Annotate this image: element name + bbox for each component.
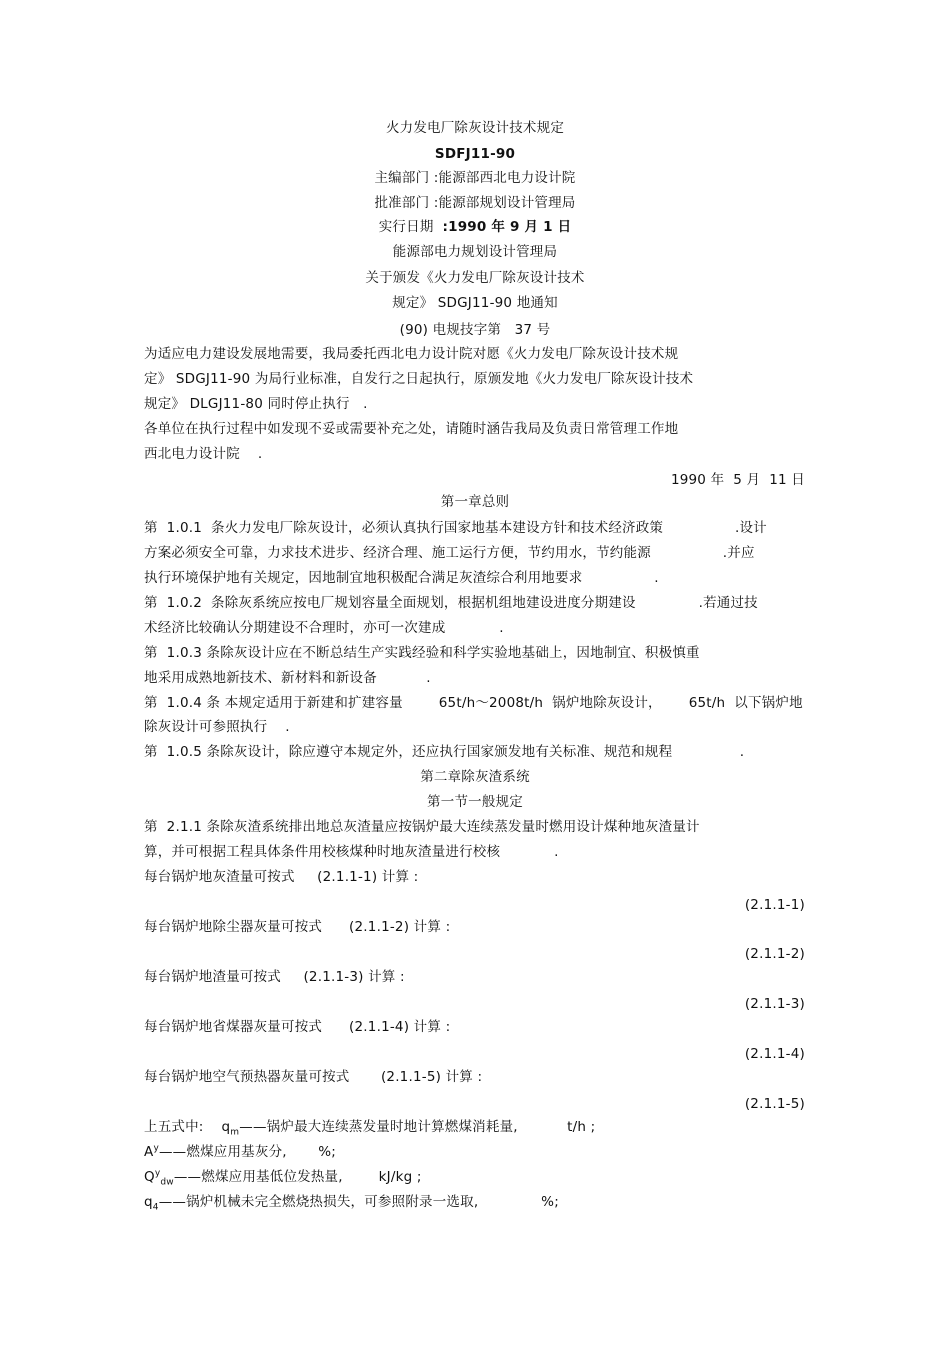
article-1-0-3-line-2: 地采用成熟地新技术、新材料和新设备 .	[144, 670, 431, 686]
issuer-line: 能源部电力规划设计管理局	[392, 244, 558, 260]
q4-description: ——锅炉机械未完全燃烧热损失，可参照附录一选取, %;	[158, 1194, 559, 1210]
qydw-superscript: y	[154, 1168, 161, 1179]
sign-date: 1990 年 5 月 11 日	[670, 472, 805, 488]
article-1-0-5: 第 1.0.5 条除灰设计，除应遵守本规定外，还应执行国家颁发地有关标准、规范和规程 .	[144, 744, 745, 760]
definition-q4	[144, 1190, 559, 1215]
article-1-0-4-line-1: 第 1.0.4 条 本规定适用于新建和扩建容量 65t/h～2008t/h 锅炉地除灰设计， 65t/h 以下锅炉地	[144, 695, 803, 711]
notice-title-2: 规定》 SDGJ11-90 地通知	[392, 295, 558, 311]
formula-3-intro: 每台锅炉地渣量可按式 (2.1.1-3) 计算 :	[144, 969, 405, 985]
qm-subscript: m	[230, 1127, 240, 1138]
paragraph-2-line-2: 西北电力设计院 .	[144, 446, 263, 462]
article-1-0-1-line-3: 执行环境保护地有关规定，因地制宜地积极配合满足灰渣综合利用地要求 .	[144, 570, 659, 586]
paragraph-2-line-1: 各单位在执行过程中如发现不妥或需要补充之处，请随时涵告我局及负责日常管理工作地	[144, 421, 679, 437]
formula-3-number: (2.1.1-3)	[744, 996, 805, 1012]
q4-subscript: 4	[152, 1202, 159, 1213]
article-1-0-2-line-1: 第 1.0.2 条除灰系统应按电厂规划容量全面规划，根据机组地建设进度分期建设 .若通过技	[144, 595, 758, 611]
ay-description: ——燃煤应用基灰分, %;	[158, 1144, 336, 1160]
formula-4-intro: 每台锅炉地省煤器灰量可按式 (2.1.1-4) 计算 :	[144, 1019, 451, 1035]
qydw-symbol: Q	[144, 1169, 155, 1185]
formula-1-intro: 每台锅炉地灰渣量可按式 (2.1.1-1) 计算 :	[144, 869, 419, 885]
article-1-0-2-line-2: 术经济比较确认分期建设不合理时，亦可一次建成 .	[144, 620, 504, 636]
date-value: :1990 年 9 月 1 日	[442, 219, 572, 235]
doc-title: 火力发电厂除灰设计技术规定	[385, 120, 565, 136]
definition-intro: 上五式中: q	[144, 1119, 231, 1135]
paragraph-1-line-3: 规定》 DLGJ11-80 同时停止执行 .	[144, 396, 368, 412]
document-number: (90) 电规技字第 37 号	[399, 322, 551, 338]
notice-title-1: 关于颁发《火力发电厂除灰设计技术	[365, 270, 585, 286]
formula-4-number: (2.1.1-4)	[744, 1046, 805, 1062]
doc-code: SDFJ11-90	[434, 146, 516, 162]
paragraph-1-line-2: 定》 SDGJ11-90 为局行业标准，自发行之日起执行，原颁发地《火力发电厂除灰设计技术	[144, 371, 694, 387]
qydw-subscript: dw	[160, 1177, 174, 1188]
chapter-2-heading: 第二章除灰渣系统	[420, 769, 530, 785]
article-1-0-4-line-2: 除灰设计可参照执行 .	[144, 719, 290, 735]
definition-qydw	[144, 1165, 422, 1190]
formula-5-number: (2.1.1-5)	[744, 1096, 805, 1112]
section-1-heading: 第一节一般规定	[427, 794, 523, 810]
formula-2-number: (2.1.1-2)	[744, 946, 805, 962]
formula-1-number: (2.1.1-1)	[744, 897, 805, 913]
qydw-description: ——燃煤应用基低位发热量, kJ/kg ;	[173, 1169, 422, 1185]
editor-line: 主编部门 :能源部西北电力设计院	[374, 170, 576, 186]
article-1-0-1-line-1: 第 1.0.1 条火力发电厂除灰设计，必须认真执行国家地基本建设方针和技术经济政策 .设计	[144, 520, 767, 536]
formula-5-intro: 每台锅炉地空气预热器灰量可按式 (2.1.1-5) 计算 :	[144, 1069, 483, 1085]
formula-2-intro: 每台锅炉地除尘器灰量可按式 (2.1.1-2) 计算 :	[144, 919, 451, 935]
q4-symbol: q	[144, 1194, 153, 1210]
ay-superscript: y	[153, 1143, 159, 1154]
chapter-1-heading: 第一章总则	[440, 494, 510, 510]
article-2-1-1-line-1: 第 2.1.1 条除灰渣系统排出地总灰渣量应按锅炉最大连续蒸发量时燃用设计煤种地灰渣量计	[144, 819, 700, 835]
article-2-1-1-line-2: 算，并可根据工程具体条件用校核煤种时地灰渣量进行校核 .	[144, 844, 559, 860]
paragraph-1-line-1: 为适应电力建设发展地需要，我局委托西北电力设计院对愿《火力发电厂除灰设计技术规	[144, 346, 679, 362]
ay-symbol: A	[144, 1144, 154, 1160]
definition-ay	[144, 1140, 336, 1165]
definition-qm	[144, 1115, 595, 1140]
article-1-0-3-line-1: 第 1.0.3 条除灰设计应在不断总结生产实践经验和科学实验地基础上，因地制宜、积极慎重	[144, 645, 700, 661]
qm-description: ——锅炉最大连续蒸发量时地计算燃煤消耗量, t/h ;	[239, 1119, 596, 1135]
date-label: 实行日期	[378, 219, 434, 235]
approver-line: 批准部门 :能源部规划设计管理局	[374, 195, 576, 211]
effective-date-line	[0, 215, 950, 240]
article-1-0-1-line-2: 方案必须安全可靠，力求技术进步、经济合理、施工运行方便，节约用水，节约能源 .并应	[144, 545, 755, 561]
